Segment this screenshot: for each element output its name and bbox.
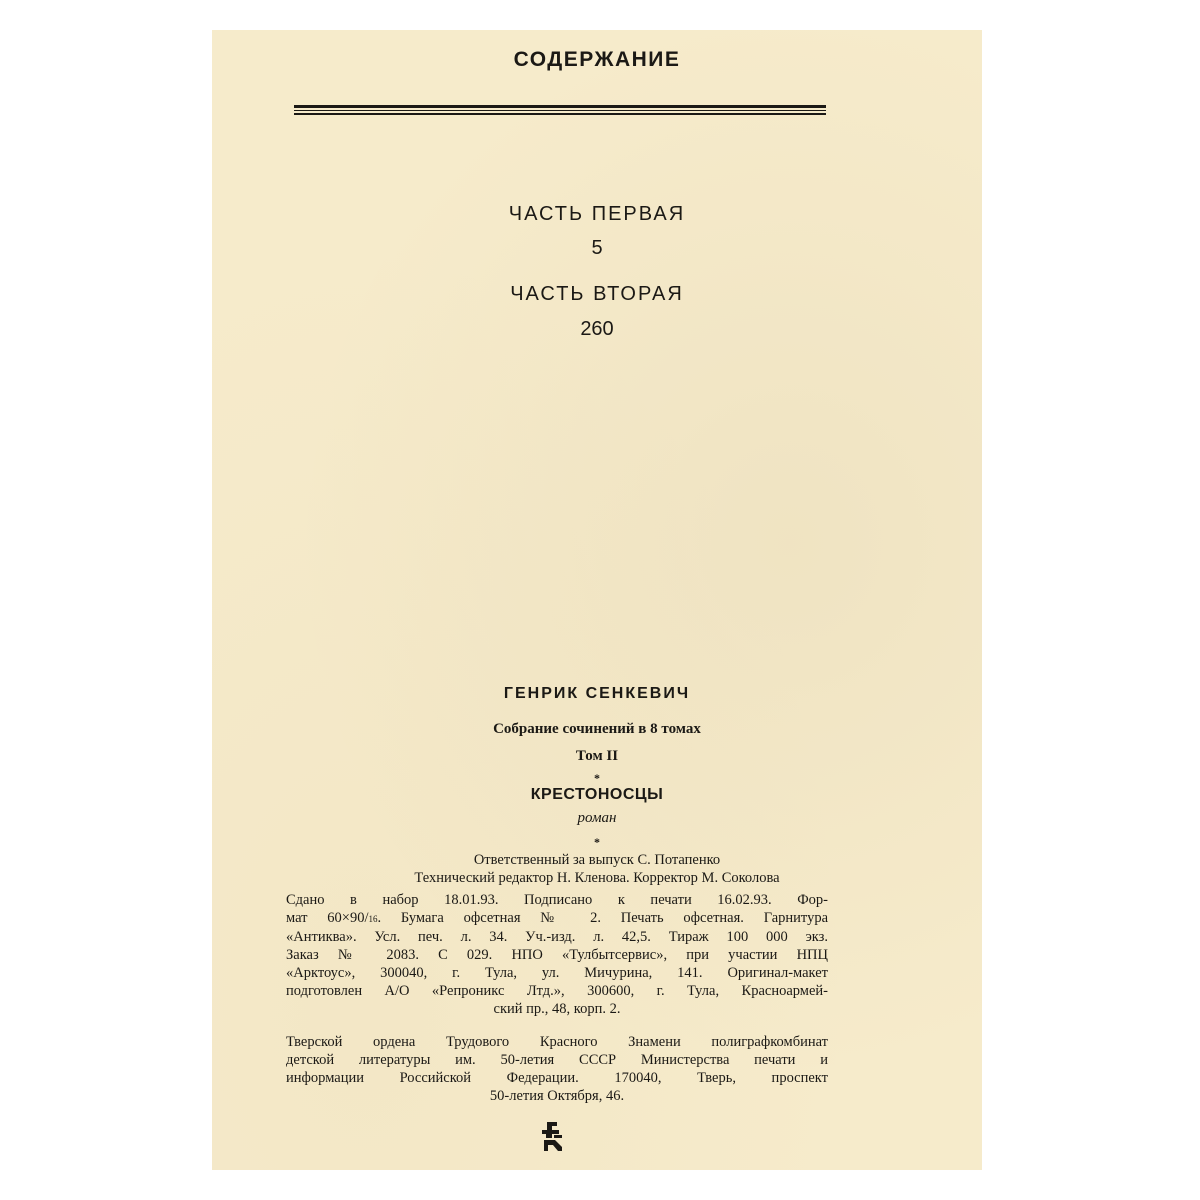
separator-star-bottom: *: [594, 835, 600, 849]
format-suffix: . Бумага офсетная № 2. Печать офсетная. Гарнитура: [377, 910, 829, 926]
printer-line: Тверской ордена Трудового Красного Знамени полиграфкомбинат: [286, 1034, 828, 1050]
print-details-line: «Антиква». Усл. печ. л. 34. Уч.-изд. л. 42,5. Тираж 100 000 экз.: [286, 929, 828, 945]
printer-block: [286, 1033, 828, 1105]
format-prefix: мат 60×90/: [286, 910, 369, 926]
toc-part-two-label: ЧАСТЬ ВТОРАЯ: [510, 283, 684, 305]
colophon-author: ГЕНРИК СЕНКЕВИЧ: [503, 685, 691, 702]
colophon-collection: Собрание сочинений в 8 томах: [493, 721, 701, 737]
colophon-genre: роман: [577, 810, 617, 826]
print-details-line: [286, 909, 828, 928]
print-details-line: подготовлен А/О «Репроникс Лтд.», 300600, г. Тула, Красноармей-: [286, 983, 828, 999]
printer-line: детской литературы им. 50-летия СССР Министерства печати и: [286, 1052, 828, 1068]
print-details-line: Заказ № 2083. С 029. НПО «Тулбытсервис», при участии НПЦ: [286, 947, 828, 963]
publisher-logo-icon: [538, 1120, 568, 1152]
toc-rule-bottom: [294, 113, 826, 115]
toc-rule-middle: [294, 110, 826, 111]
colophon-volume: Том II: [575, 748, 619, 764]
colophon-book-title: КРЕСТОНОСЦЫ: [530, 786, 664, 803]
printer-line: 50-летия Октября, 46.: [489, 1088, 625, 1104]
print-details-line: Сдано в набор 18.01.93. Подписано к печати 16.02.93. Фор-: [286, 892, 828, 908]
colophon-editors: Технический редактор Н. Кленова. Корректор М. Соколова: [414, 870, 780, 886]
toc-part-one-page: 5: [591, 237, 603, 259]
toc-rule-top: [294, 105, 826, 108]
print-details-block: [286, 891, 828, 1018]
toc-part-two-page: 260: [580, 318, 614, 340]
print-details-line: «Арктоус», 300040, г. Тула, ул. Мичурина, 141. Оригинал-макет: [286, 965, 828, 981]
colophon-responsible: Ответственный за выпуск С. Потапенко: [473, 852, 721, 868]
printer-line: информации Российской Федерации. 170040, Тверь, проспект: [286, 1070, 828, 1086]
separator-star-top: *: [594, 771, 600, 785]
toc-part-one-label: ЧАСТЬ ПЕРВАЯ: [508, 203, 686, 225]
book-page: [212, 30, 982, 1170]
toc-title: СОДЕРЖАНИЕ: [513, 48, 681, 71]
print-details-line: ский пр., 48, корп. 2.: [493, 1001, 621, 1017]
format-subscript: 16: [368, 914, 378, 924]
